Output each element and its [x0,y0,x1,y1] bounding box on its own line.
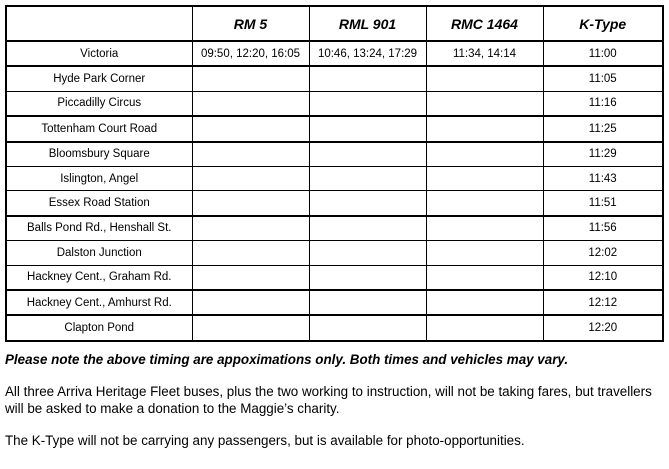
ktype-time: 12:10 [543,265,663,290]
rm5-times [192,241,309,265]
ktype-time: 11:43 [543,166,663,190]
rmc1464-times [426,116,543,141]
rmc1464-times [426,265,543,290]
table-row [6,315,663,340]
rm5-times [192,91,309,116]
rm5-times [192,142,309,167]
table-row [6,265,663,290]
rml901-times [309,142,426,167]
rmc1464-times [426,241,543,265]
ktype-note: The K-Type will not be carrying any passengers, but is available for photo-opportunities. [5,433,525,448]
table-row [6,91,663,116]
rmc1464-times [426,315,543,340]
stop-name: Islington, Angel [6,166,192,190]
rm5-times [192,191,309,216]
notes-section [5,351,667,449]
stop-name: Hackney Cent., Graham Rd. [6,265,192,290]
rml901-times [309,265,426,290]
ktype-time: 12:20 [543,315,663,340]
rm5-times [192,315,309,340]
stop-name: Hyde Park Corner [6,66,192,91]
rm5-times [192,66,309,91]
header-rmc1464: RMC 1464 [426,6,543,41]
table-row [6,142,663,167]
rml901-times [309,116,426,141]
table-row [6,241,663,265]
rmc1464-times: 11:34, 14:14 [426,41,543,66]
rml901-times [309,241,426,265]
rml901-times [309,191,426,216]
rmc1464-times [426,66,543,91]
timetable [5,5,664,342]
rm5-times [192,166,309,190]
rmc1464-times [426,91,543,116]
header-row [6,6,663,41]
ktype-time: 12:12 [543,290,663,315]
stop-name: Essex Road Station [6,191,192,216]
header-stop [6,6,192,41]
stop-name: Tottenham Court Road [6,116,192,141]
table-row [6,290,663,315]
rm5-times [192,290,309,315]
header-rml901: RML 901 [309,6,426,41]
ktype-time: 11:25 [543,116,663,141]
table-row [6,191,663,216]
stop-name: Victoria [6,41,192,66]
ktype-time: 11:29 [543,142,663,167]
timing-warning: Please note the above timing are appoximations only. Both times and vehicles may vary. [5,352,569,367]
rm5-times [192,265,309,290]
stop-name: Dalston Junction [6,241,192,265]
stop-name: Bloomsbury Square [6,142,192,167]
rml901-times [309,216,426,241]
rml901-times [309,315,426,340]
stop-name: Balls Pond Rd., Henshall St. [6,216,192,241]
ktype-time: 11:16 [543,91,663,116]
ktype-time: 11:51 [543,191,663,216]
stop-name: Hackney Cent., Amhurst Rd. [6,290,192,315]
table-row [6,66,663,91]
header-ktype: K-Type [543,6,663,41]
fares-note: All three Arriva Heritage Fleet buses, plus the two working to instruction, will not be taking fares, but travellers will be asked to make a donation to the Maggie’s charity. [5,384,652,416]
table-row [6,116,663,141]
rml901-times [309,166,426,190]
rml901-times [309,290,426,315]
rm5-times [192,216,309,241]
rml901-times [309,91,426,116]
ktype-time: 11:05 [543,66,663,91]
ktype-time: 11:56 [543,216,663,241]
ktype-time: 12:02 [543,241,663,265]
rmc1464-times [426,191,543,216]
stop-name: Piccadilly Circus [6,91,192,116]
table-row [6,166,663,190]
rmc1464-times [426,290,543,315]
ktype-time: 11:00 [543,41,663,66]
rml901-times: 10:46, 13:24, 17:29 [309,41,426,66]
table-row [6,41,663,66]
rml901-times [309,66,426,91]
stop-name: Clapton Pond [6,315,192,340]
table-row [6,216,663,241]
rmc1464-times [426,216,543,241]
rm5-times: 09:50, 12:20, 16:05 [192,41,309,66]
rm5-times [192,116,309,141]
rmc1464-times [426,166,543,190]
rmc1464-times [426,142,543,167]
header-rm5: RM 5 [192,6,309,41]
